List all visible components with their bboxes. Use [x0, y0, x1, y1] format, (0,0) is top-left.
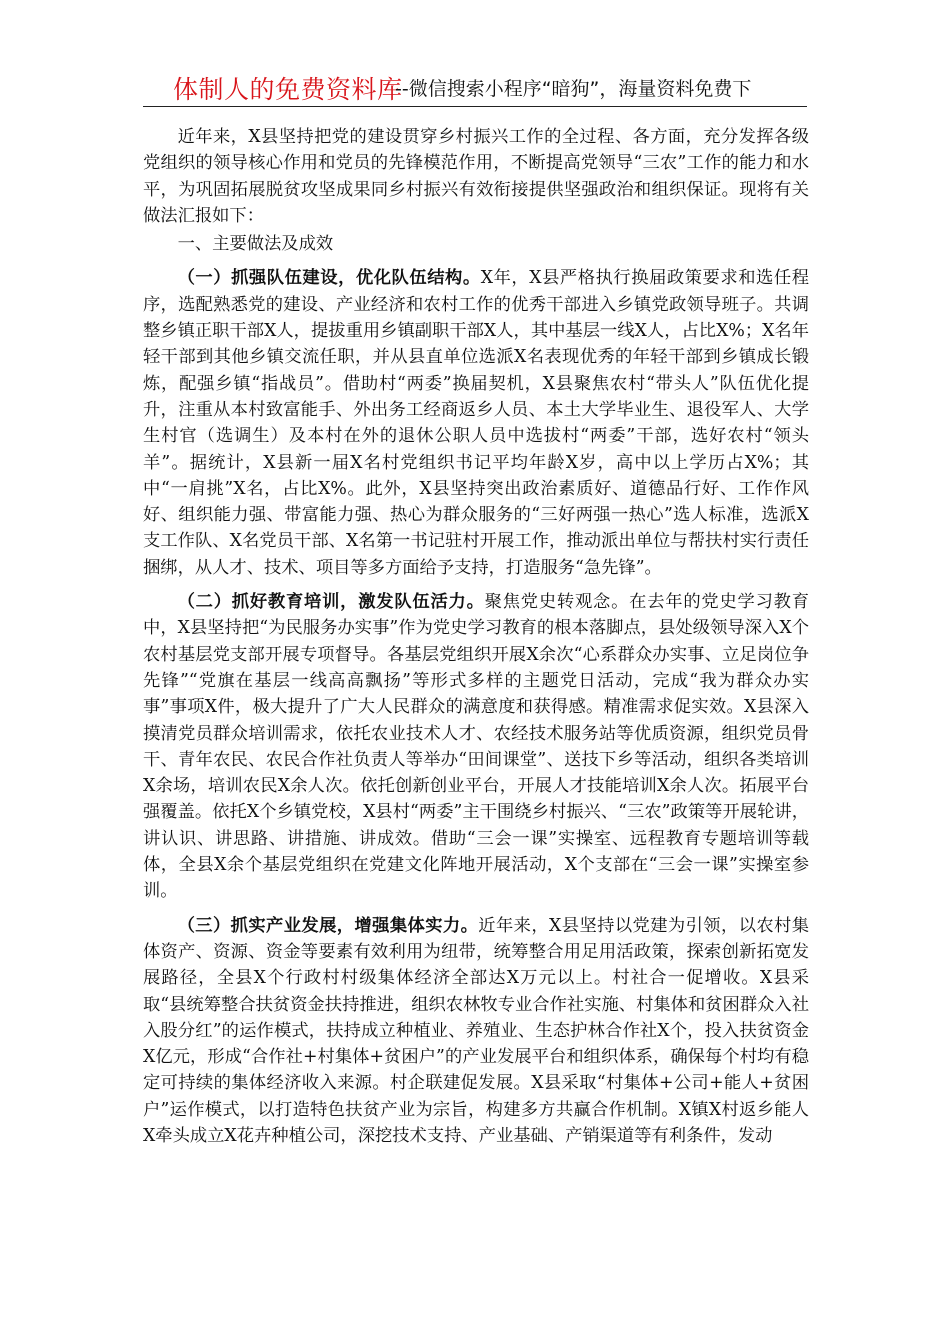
paragraph-text: X年，X县严格执行换届政策要求和选任程序，选配熟悉党的建设、产业经济和农村工作的优秀干部进入乡镇党政领导班子。共调整乡镇正职干部X人，提拔重用乡镇副职干部X人，其中基层一线X人，占比X%；X名年轻干部到其他乡镇交流任职，并从县直单位选派X名表现优秀的年轻干部到乡镇成长锻炼，配强乡镇“指战员”。借助村“两委”换届契机，X县聚焦农村“带头人”队伍优化提升，注重从本村致富能手、外出务工经商返乡人员、本土大学毕业生、退役军人、大学生村官（选调生）及本村在外的退休公职人员中选拔村“两委”干部，选好农村“领头羊”。据统计，X县新一届X名村党组织书记平均年龄X岁，高中以上学历占X%；其中“一肩挑”X名，占比X%。此外，X县坚持突出政治素质好、道德品行好、工作作风好、组织能力强、带富能力强、热心为群众服务的“三好两强一热心”选人标准，选派X支工作队、X名党员干部、X名第一书记驻村开展工作，推动派出单位与帮扶村实行责任捆绑，从人才、技术、项目等多方面给予支持，打造服务“急先锋”。	[143, 268, 809, 578]
document-body	[143, 124, 809, 1151]
paragraph-text: 聚焦党史转观念。在去年的党史学习教育中，X县坚持把“为民服务办实事”作为党史学习教育的根本落脚点，县处级领导深入X个农村基层党支部开展专项督导。各基层党组织开展X余次“心系群众办实事、立足岗位争先锋”“党旗在基层一线高高飘扬”等形式多样的主题党日活动，完成“我为群众办实事”事项X件，极大提升了广大人民群众的满意度和获得感。精准需求促实效。X县深入摸清党员群众培训需求，依托农业技术人才、农经技术服务站等优质资源，组织党员骨干、青年农民、农民合作社负责人等举办“田间课堂”、送技下乡等活动，组织各类培训X余场，培训农民X余人次。依托创新创业平台，开展人才技能培训X余人次。拓展平台强覆盖。依托X个乡镇党校，X县村“两委”主干围绕乡村振兴、“三农”政策等开展轮讲，讲认识、讲思路、讲措施、讲成效。借助“三会一课”实操室、远程教育专题培训等载体，全县X余个基层党组织在党建文化阵地开展活动，X个支部在“三会一课”实操室参训。	[143, 592, 809, 902]
page-header	[143, 66, 807, 107]
paragraph-text: 近年来，X县坚持以党建为引领，以农村集体资产、资源、资金等要素有效利用为纽带，统筹整合用足用活政策，探索创新拓宽发展路径，全县X个行政村村级集体经济全部达X万元以上。村社合一促增收。X县采取“县统筹整合扶贫资金扶持推进，组织农林牧专业合作社实施、村集体和贫困群众入社入股分红”的运作模式，扶持成立种植业、养殖业、生态护林合作社X个，投入扶贫资金X亿元，形成“合作社+村集体+贫困户”的产业发展平台和组织体系，确保每个村均有稳定可持续的集体经济收入来源。村企联建促发展。X县采取“村集体+公司+能人+贫困户”运作模式，以打造特色扶贫产业为宗旨，构建多方共赢合作机制。X镇X村返乡能人X牵头成立X花卉种植公司，深挖技术支持、产业基础、产销渠道等有利条件，发动	[143, 915, 809, 1146]
paragraph-item-2	[143, 589, 809, 905]
paragraph-item-1	[143, 265, 809, 581]
paragraph-lead: （二）抓好教育培训，激发队伍活力。	[177, 592, 485, 613]
paragraph-lead: （三）抓实产业发展，增强集体实力。	[177, 915, 479, 936]
paragraph-item-3	[143, 913, 809, 1150]
section-heading: 一、主要做法及成效	[177, 234, 334, 255]
header-brand: 体制人的免费资料库	[173, 75, 403, 104]
paragraph-lead: （一）抓强队伍建设，优化队伍结构。	[177, 268, 481, 289]
header-tagline: --微信搜索小程序“暗狗”，海量资料免费下	[395, 78, 752, 100]
intro-paragraph: 近年来，X县坚持把党的建设贯穿乡村振兴工作的全过程、各方面，充分发挥各级党组织的领导核心作用和党员的先锋模范作用，不断提高党领导“三农”工作的能力和水平，为巩固拓展脱贫攻坚成果同乡村振兴有效衔接提供坚强政治和组织保证。现将有关做法汇报如下：	[143, 127, 809, 226]
